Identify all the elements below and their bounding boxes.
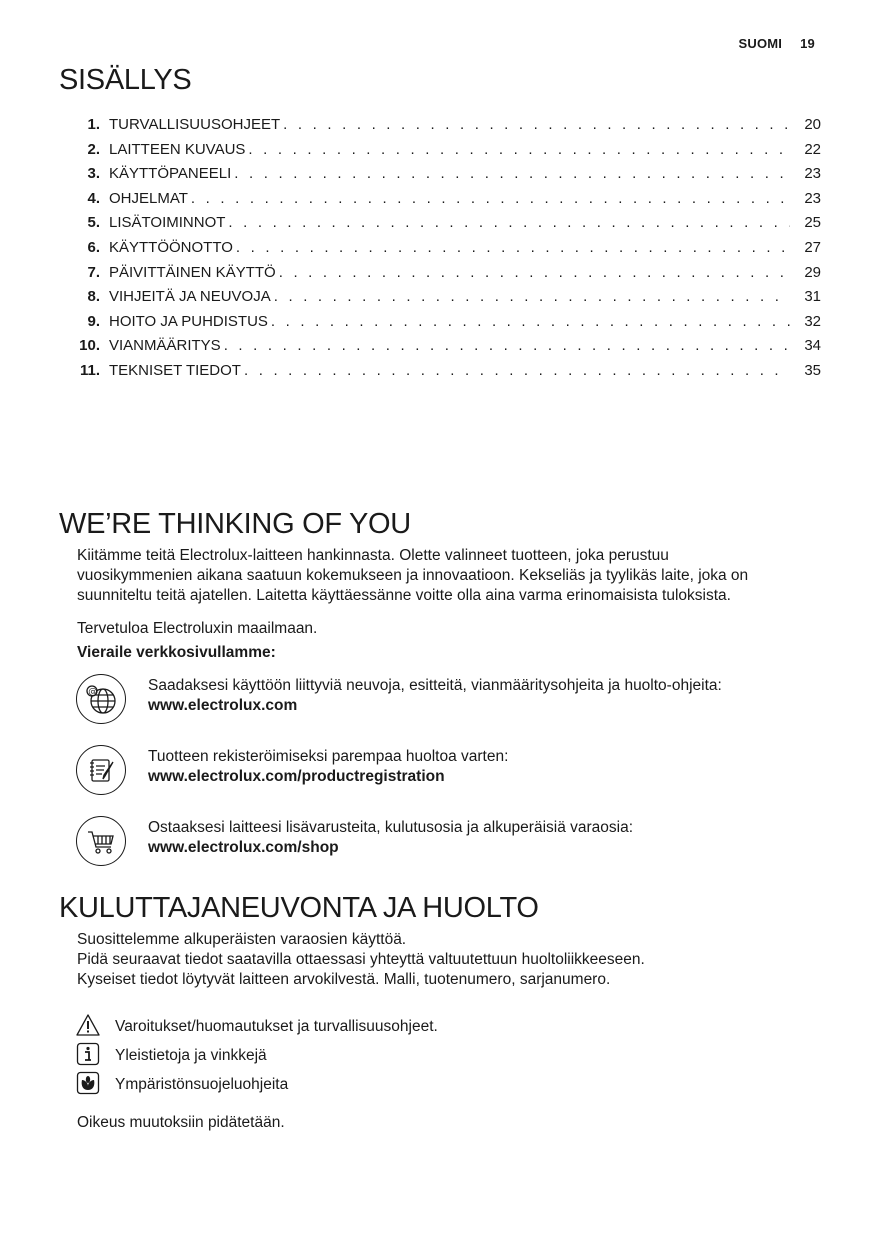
toc-entry-number: 9. bbox=[87, 312, 100, 330]
visit-label: Vieraile verkkosivullamme: bbox=[77, 644, 276, 661]
toc-entry-title: LAITTEEN KUVAUS bbox=[109, 140, 246, 158]
service-paragraph bbox=[77, 930, 837, 990]
toc-entry-title: KÄYTTÖÖNOTTO bbox=[109, 239, 233, 256]
toc-entry-title: TURVALLISUUSOHJEET bbox=[109, 116, 281, 133]
legend-text: Varoitukset/huomautukset ja turvallisuusohjeet. bbox=[115, 1018, 438, 1035]
toc-entry-number: 10. bbox=[79, 337, 100, 355]
svg-text:@: @ bbox=[88, 687, 98, 697]
toc-dot-leader bbox=[228, 212, 790, 234]
toc-entry-line bbox=[109, 212, 790, 234]
toc-entry-page: 23 bbox=[804, 189, 821, 207]
toc-entry-title: LISÄTOIMINNOT bbox=[109, 214, 226, 232]
toc-entry-title: KÄYTTÖPANEELI bbox=[109, 165, 232, 183]
toc-dot-leader bbox=[244, 360, 790, 382]
toc-entry[interactable] bbox=[0, 262, 875, 286]
toc-entry[interactable] bbox=[0, 335, 875, 359]
disclaimer: Oikeus muutoksiin pidätetään. bbox=[77, 1114, 285, 1131]
toc-dot-leader bbox=[234, 163, 790, 185]
toc-entry-line bbox=[109, 139, 790, 161]
link-description: Tuotteen rekisteröimiseksi parempaa huoltoa varten: bbox=[148, 748, 509, 765]
link-description: Ostaaksesi laitteesi lisävarusteita, kulutusosia ja alkuperäisiä varaosia: bbox=[148, 819, 634, 836]
intro-line: suunniteltu teitä ajatellen. Laitetta käyttäessänne voitte olla aina varma erinomaisista tuloksista. bbox=[77, 587, 731, 604]
toc-dot-leader bbox=[224, 335, 790, 357]
toc-entry-page: 27 bbox=[804, 239, 821, 256]
toc-entry[interactable] bbox=[0, 188, 875, 212]
link-description: Saadaksesi käyttöön liittyviä neuvoja, esitteitä, vianmääritysohjeita ja huolto-ohjeita: bbox=[148, 677, 722, 694]
toc-entry-page: 25 bbox=[804, 214, 821, 232]
warning-triangle-icon bbox=[76, 1013, 100, 1037]
toc-entry-title: VIANMÄÄRITYS bbox=[109, 337, 221, 355]
service-line: Kyseiset tiedot löytyvät laitteen arvokilvestä. Malli, tuotenumero, sarjanumero. bbox=[77, 971, 611, 988]
web-globe-icon bbox=[76, 674, 126, 724]
toc-entry[interactable] bbox=[0, 286, 875, 310]
toc-entry[interactable] bbox=[0, 311, 875, 335]
toc-entry-page: 35 bbox=[804, 362, 821, 379]
thinking-title: WE’RE THINKING OF YOU bbox=[59, 508, 411, 540]
toc-entry-number: 8. bbox=[87, 288, 100, 306]
toc-entry[interactable] bbox=[0, 163, 875, 187]
toc-entry-line bbox=[109, 311, 790, 333]
toc-entry-title: OHJELMAT bbox=[109, 189, 188, 207]
language-label: SUOMI bbox=[738, 36, 783, 51]
link-item-shop bbox=[76, 816, 836, 872]
toc-entry-page: 31 bbox=[804, 288, 821, 306]
legend-text: Ympäristönsuojeluohjeita bbox=[115, 1076, 289, 1093]
toc-entry-line bbox=[109, 335, 790, 357]
support-link[interactable]: www.electrolux.com bbox=[148, 697, 298, 714]
toc-entry-line bbox=[109, 188, 790, 210]
toc-entry[interactable] bbox=[0, 360, 875, 384]
toc-entry-page: 29 bbox=[804, 263, 821, 281]
welcome-text: Tervetuloa Electroluxin maailmaan. bbox=[77, 620, 318, 637]
toc-entry-title: TEKNISET TIEDOT bbox=[109, 362, 241, 379]
toc-entry-number: 11. bbox=[79, 362, 100, 379]
toc-entry-page: 23 bbox=[804, 165, 821, 183]
toc-dot-leader bbox=[283, 114, 790, 136]
toc-entry-page: 32 bbox=[804, 312, 821, 330]
toc-entry-number: 5. bbox=[87, 214, 100, 232]
toc-entry-number: 4. bbox=[87, 189, 100, 207]
toc-entry-line bbox=[109, 237, 790, 259]
toc-entry-number: 2. bbox=[87, 140, 100, 158]
intro-paragraph bbox=[77, 546, 837, 606]
info-icon bbox=[76, 1042, 100, 1066]
toc-entry-number: 6. bbox=[87, 239, 100, 256]
registration-link[interactable]: www.electrolux.com/productregistration bbox=[148, 768, 445, 785]
environment-icon bbox=[76, 1071, 100, 1095]
toc-dot-leader bbox=[271, 311, 790, 333]
toc-title: SISÄLLYS bbox=[59, 64, 192, 96]
toc-entry-number: 3. bbox=[87, 165, 100, 183]
toc-entry-title: PÄIVITTÄINEN KÄYTTÖ bbox=[109, 263, 276, 281]
service-line: Suosittelemme alkuperäisten varaosien käyttöä. bbox=[77, 931, 407, 948]
toc-entry-page: 20 bbox=[804, 116, 821, 133]
toc-entry-line bbox=[109, 286, 790, 308]
page-header bbox=[739, 36, 816, 51]
intro-line: Kiitämme teitä Electrolux-laitteen hankinnasta. Olette valinneet tuotteen, joka perustuu bbox=[77, 547, 669, 564]
toc-entry-line bbox=[109, 360, 790, 382]
service-title: KULUTTAJANEUVONTA JA HUOLTO bbox=[59, 892, 539, 924]
toc-entry-title: HOITO JA PUHDISTUS bbox=[109, 312, 268, 330]
service-line: Pidä seuraavat tiedot saatavilla ottaessasi yhteyttä valtuutettuun huoltoliikkeeseen. bbox=[77, 951, 645, 968]
toc-dot-leader bbox=[274, 286, 790, 308]
link-text-block bbox=[148, 818, 633, 858]
shopping-cart-icon bbox=[76, 816, 126, 866]
link-text-block bbox=[148, 747, 508, 787]
toc-entry[interactable] bbox=[0, 212, 875, 236]
toc-entry[interactable] bbox=[0, 114, 875, 138]
toc-entry-number: 7. bbox=[87, 263, 100, 281]
link-text-block bbox=[148, 676, 722, 716]
toc-entry-page: 34 bbox=[804, 337, 821, 355]
toc-entry-line bbox=[109, 262, 790, 284]
toc-dot-leader bbox=[248, 139, 790, 161]
toc-dot-leader bbox=[236, 237, 790, 259]
intro-line: vuosikymmenien aikana saatuun kokemukseen ja innovaatioon. Kekseliäs ja tyylikäs laite, joka on bbox=[77, 567, 749, 584]
registration-form-icon bbox=[76, 745, 126, 795]
link-item-registration bbox=[76, 745, 836, 801]
toc-entry-line bbox=[109, 114, 790, 136]
page-number: 19 bbox=[800, 36, 815, 51]
link-item-support bbox=[76, 674, 836, 730]
toc-entry-title: VIHJEITÄ JA NEUVOJA bbox=[109, 288, 271, 306]
toc-entry-line bbox=[109, 163, 790, 185]
toc-entry-number: 1. bbox=[87, 116, 100, 133]
legend-text: Yleistietoja ja vinkkejä bbox=[115, 1047, 267, 1064]
toc-entry-page: 22 bbox=[804, 140, 821, 158]
toc-dot-leader bbox=[279, 262, 790, 284]
toc-dot-leader bbox=[191, 188, 790, 210]
shop-link[interactable]: www.electrolux.com/shop bbox=[148, 839, 339, 856]
toc-entry[interactable] bbox=[0, 139, 875, 163]
toc-entry[interactable] bbox=[0, 237, 875, 261]
